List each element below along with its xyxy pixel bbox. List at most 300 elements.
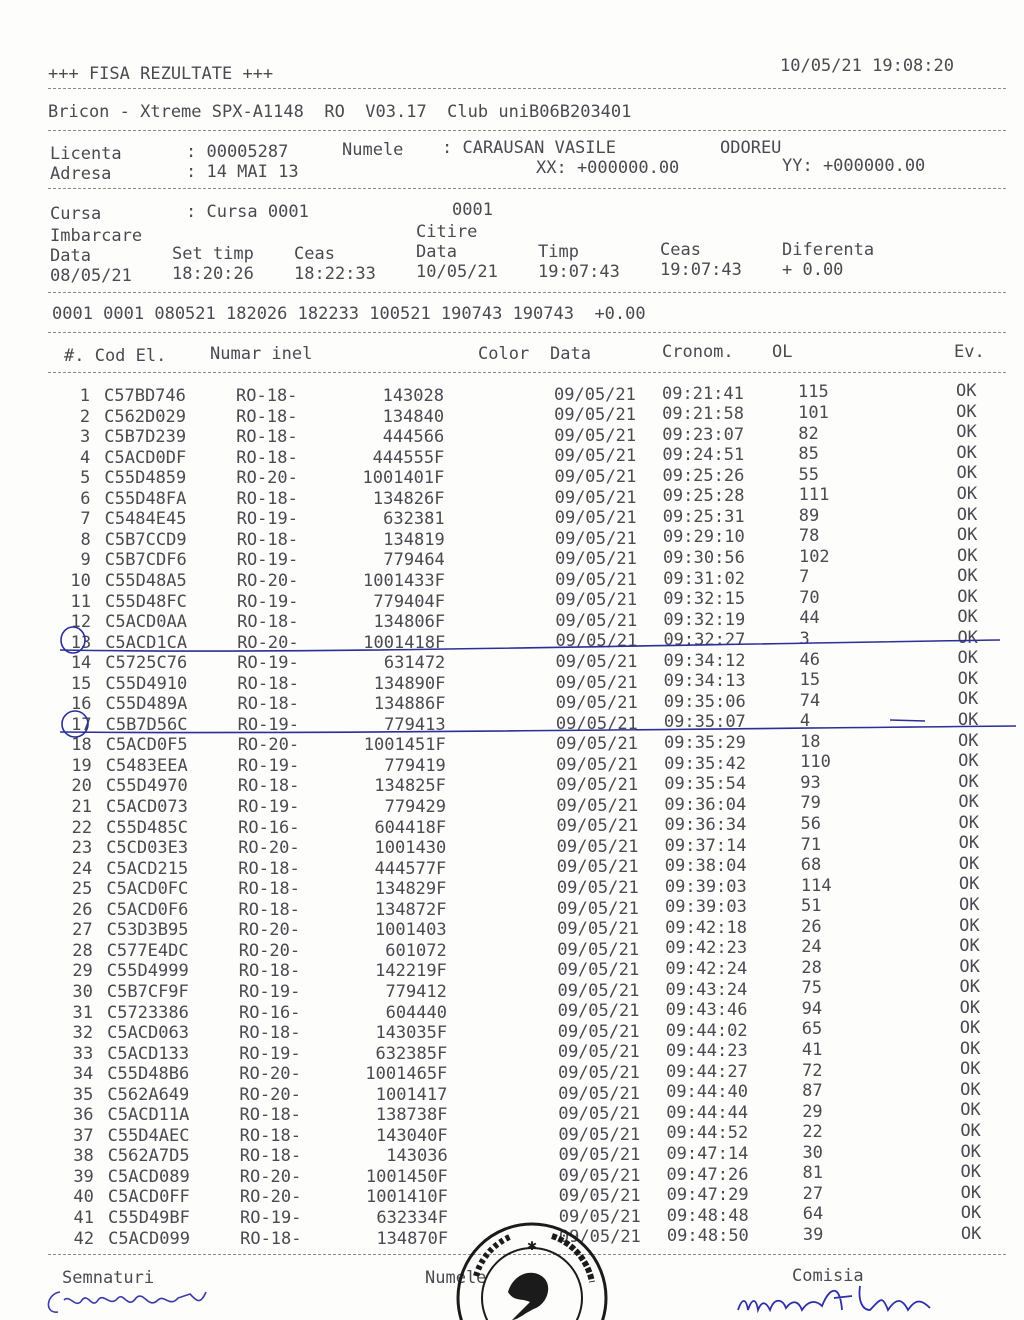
ring-number: 1001417 — [375, 1084, 448, 1105]
row-index: 15 — [70, 673, 92, 694]
ring-number: 134829F — [374, 879, 447, 900]
ring-prefix: RO-19- — [238, 797, 300, 817]
eval-status: OK — [960, 1182, 982, 1203]
ring-number: 134825F — [374, 776, 446, 797]
eval-status: OK — [956, 442, 977, 463]
ol-value: 56 — [800, 813, 821, 834]
electronic-code: C5ACD063 — [107, 1023, 189, 1044]
arrival-time: 09:39:03 — [664, 876, 747, 897]
arrival-date: 09/05/21 — [554, 487, 637, 508]
row-index: 9 — [80, 550, 91, 571]
ring-prefix: RO-18- — [240, 1228, 302, 1249]
col-diferenta: Diferenta — [782, 240, 875, 260]
eval-status: OK — [956, 525, 978, 546]
ol-value: 111 — [798, 485, 830, 506]
eval-status: OK — [960, 1162, 982, 1183]
eval-status: OK — [958, 730, 979, 751]
eval-status: OK — [959, 894, 980, 915]
eval-status: OK — [958, 812, 979, 833]
ring-number: 444577F — [374, 858, 447, 879]
ring-prefix: RO-19- — [237, 653, 299, 674]
electronic-code: C57BD746 — [104, 386, 186, 406]
pen-circle-row-17 — [62, 711, 88, 737]
eval-status: OK — [958, 833, 980, 854]
ol-value: 81 — [802, 1163, 824, 1184]
ring-number: 134872F — [374, 899, 447, 920]
ol-value: 4 — [799, 711, 811, 732]
arrival-date: 09/05/21 — [556, 754, 639, 775]
ring-number: 779413 — [384, 714, 446, 735]
th-color: Color — [478, 344, 530, 364]
row-index: 18 — [71, 735, 92, 756]
ol-value: 22 — [802, 1122, 823, 1143]
ol-value: 68 — [800, 855, 822, 876]
arrival-date: 09/05/21 — [558, 1165, 641, 1186]
ring-prefix: RO-18- — [239, 1105, 301, 1126]
eval-status: OK — [958, 853, 980, 874]
electronic-code: C5725C76 — [105, 653, 188, 674]
ring-prefix: RO-20- — [238, 940, 301, 961]
arrival-date: 09/05/21 — [557, 939, 640, 960]
ol-value: 70 — [799, 587, 820, 608]
ring-number: 1001403 — [374, 920, 447, 941]
row-index: 39 — [73, 1166, 94, 1187]
ring-number: 1001401F — [362, 468, 445, 489]
ring-number: 1001430 — [374, 838, 447, 859]
ol-value: 79 — [800, 793, 821, 814]
th-ring: Numar inel — [210, 344, 313, 364]
cursa-code: 0001 — [452, 200, 493, 220]
arrival-date: 09/05/21 — [555, 610, 638, 631]
electronic-code: C5ACD0AA — [105, 612, 187, 633]
arrival-date: 09/05/21 — [554, 425, 637, 446]
ring-number: 444555F — [372, 447, 445, 468]
arrival-date: 09/05/21 — [557, 1001, 640, 1022]
row-index: 40 — [73, 1187, 94, 1208]
ring-prefix: RO-19- — [237, 714, 300, 735]
arrival-time: 09:43:24 — [665, 979, 748, 1000]
row-index: 13 — [70, 632, 92, 653]
imbarcare-label: Imbarcare — [50, 226, 143, 246]
arrival-date: 09/05/21 — [555, 651, 638, 672]
ring-prefix: RO-18- — [236, 447, 298, 468]
eval-status: OK — [958, 771, 979, 792]
eval-status: OK — [958, 751, 979, 772]
electronic-code: C55D4859 — [104, 468, 187, 489]
electronic-code: C562D029 — [104, 406, 186, 427]
device-line: Bricon - Xtreme SPX-A1148 RO V03.17 Club uniB06B203401 — [48, 102, 632, 122]
arrival-date: 09/05/21 — [554, 467, 637, 487]
ring-number: 138738F — [375, 1105, 448, 1126]
ol-value: 29 — [802, 1101, 823, 1122]
ring-number: 779464 — [383, 550, 445, 571]
ol-value: 41 — [801, 1040, 823, 1060]
eval-status: OK — [959, 1038, 981, 1059]
col-timp: Timp — [538, 242, 579, 262]
arrival-date: 09/05/21 — [554, 549, 637, 570]
owner-locality: ODOREU — [720, 138, 782, 158]
arrival-time: 09:30:56 — [662, 548, 745, 568]
ring-prefix: RO-18- — [237, 612, 299, 633]
arrival-date: 09/05/21 — [558, 1145, 641, 1166]
ring-number: 601072 — [385, 940, 447, 961]
arrival-time: 09:23:07 — [662, 424, 745, 445]
ring-prefix: RO-18- — [236, 427, 298, 448]
ring-prefix: RO-20- — [237, 735, 300, 756]
ring-number: 134840 — [382, 406, 445, 427]
arrival-time: 09:21:41 — [662, 383, 744, 404]
row-index: 8 — [80, 529, 91, 550]
arrival-date: 09/05/21 — [558, 1227, 641, 1248]
eval-status: OK — [957, 648, 979, 669]
electronic-code: C5723386 — [107, 1002, 189, 1023]
electronic-code: C562A649 — [107, 1084, 190, 1105]
coord-yy: YY: +000000.00 — [782, 156, 926, 176]
ring-number: 134806F — [373, 612, 446, 633]
ring-prefix: RO-20- — [239, 1084, 301, 1105]
electronic-code: C55D48FC — [105, 591, 187, 612]
th-cronom: Cronom. — [662, 342, 734, 362]
ol-value: 115 — [798, 382, 829, 403]
row-index: 22 — [71, 817, 93, 838]
ring-prefix: RO-18- — [237, 694, 299, 715]
ring-number: 1001450F — [365, 1166, 448, 1187]
val-ceas2: 19:07:43 — [660, 260, 742, 280]
electronic-code: C5ACD1CA — [105, 632, 188, 653]
row-index: 37 — [73, 1125, 94, 1146]
eval-status: OK — [956, 381, 977, 402]
row-index: 20 — [71, 776, 92, 797]
eval-status: OK — [959, 915, 980, 936]
ring-number: 134890F — [373, 673, 446, 694]
ol-value: 94 — [801, 998, 823, 1019]
eval-status: OK — [957, 689, 979, 710]
arrival-time: 09:48:50 — [666, 1226, 749, 1247]
ring-number: 604440 — [385, 1002, 447, 1023]
arrival-date: 09/05/21 — [557, 1062, 640, 1083]
electronic-code: C5ACD11A — [107, 1105, 190, 1126]
ol-value: 18 — [800, 731, 821, 752]
val-settimp: 18:20:26 — [172, 264, 254, 284]
ring-prefix: RO-20- — [238, 920, 301, 941]
arrival-date: 09/05/21 — [557, 960, 640, 981]
arrival-date: 09/05/21 — [557, 1021, 640, 1042]
ol-value: 85 — [798, 444, 819, 465]
ring-prefix: RO-16- — [238, 817, 300, 838]
ring-prefix: RO-18- — [238, 879, 300, 900]
ring-prefix: RO-20- — [237, 632, 299, 653]
ring-number: 779404F — [373, 591, 445, 612]
row-index: 33 — [72, 1043, 94, 1064]
arrival-time: 09:21:58 — [662, 404, 744, 425]
arrival-time: 09:48:48 — [666, 1205, 749, 1226]
numele-label: Numele — [342, 140, 404, 160]
ring-prefix: RO-19- — [236, 509, 299, 530]
ring-prefix: RO-16- — [239, 1002, 301, 1023]
val-timp: 19:07:43 — [538, 262, 620, 282]
ring-prefix: RO-18- — [239, 1125, 302, 1146]
ring-prefix: RO-19- — [240, 1208, 302, 1228]
arrival-time: 09:44:02 — [665, 1020, 748, 1041]
arrival-time: 09:35:29 — [664, 732, 746, 753]
electronic-code: C562A7D5 — [107, 1146, 190, 1167]
ring-number: 604418F — [374, 817, 447, 838]
row-index: 41 — [73, 1208, 94, 1228]
eval-status: OK — [956, 463, 977, 484]
ring-number: 1001465F — [365, 1064, 448, 1085]
electronic-code: C5ACD073 — [106, 797, 188, 817]
arrival-time: 09:39:03 — [665, 897, 747, 918]
arrival-date: 09/05/21 — [556, 816, 639, 837]
arrival-time: 09:42:24 — [665, 959, 748, 979]
electronic-code: C53D3B95 — [106, 920, 189, 941]
ol-value: 74 — [799, 690, 821, 711]
arrival-date: 09/05/21 — [554, 384, 636, 405]
row-index: 17 — [71, 714, 92, 735]
val-ceas1: 18:22:33 — [294, 264, 376, 284]
ring-number: 134819 — [383, 529, 445, 550]
arrival-time: 09:37:14 — [664, 835, 747, 856]
arrival-time: 09:44:44 — [666, 1102, 749, 1123]
ring-number: 779412 — [385, 981, 447, 1002]
ring-prefix: RO-18- — [237, 673, 299, 694]
th-data: Data — [550, 344, 591, 364]
electronic-code: C55D485C — [106, 817, 188, 838]
eval-status: OK — [959, 1018, 981, 1039]
ol-value: 15 — [799, 670, 821, 691]
th-index-code: #. Cod El. — [64, 346, 167, 366]
electronic-code: C5ACD0F5 — [105, 735, 188, 756]
eval-status: OK — [960, 1203, 982, 1224]
pen-strike-row-13 — [60, 640, 1000, 651]
svg-text:✱: ✱ — [526, 1239, 538, 1253]
ol-value: 93 — [800, 772, 821, 793]
ol-value: 75 — [801, 978, 822, 999]
arrival-time: 09:47:26 — [666, 1164, 749, 1185]
ring-number: 444566 — [382, 427, 445, 448]
ol-value: 55 — [798, 464, 819, 485]
ring-number: 134826F — [372, 488, 445, 509]
electronic-code: C55D4AEC — [107, 1125, 190, 1146]
row-index: 26 — [72, 899, 93, 920]
ol-value: 65 — [801, 1019, 823, 1040]
row-index: 28 — [72, 940, 93, 961]
arrival-time: 09:35:54 — [664, 774, 747, 795]
eval-status: OK — [959, 956, 980, 977]
ol-value: 102 — [798, 546, 830, 567]
ring-number: 143028 — [382, 386, 444, 406]
ol-value: 78 — [798, 526, 820, 547]
row-index: 12 — [70, 612, 92, 633]
ring-number: 632334F — [376, 1208, 448, 1228]
arrival-time: 09:32:19 — [663, 609, 746, 630]
row-index: 11 — [70, 591, 91, 612]
electronic-code: C5CD03E3 — [106, 838, 189, 859]
licenta-value: : 00005287 — [186, 142, 289, 162]
ring-prefix: RO-19- — [239, 1043, 301, 1064]
eval-status: OK — [957, 668, 979, 689]
row-index: 25 — [71, 879, 93, 900]
ring-prefix: RO-19- — [236, 550, 299, 571]
ring-number: 143040F — [375, 1125, 448, 1146]
arrival-date: 09/05/21 — [558, 1186, 641, 1207]
race-summary: 0001 0001 080521 182026 182233 100521 190743 190743 +0.00 — [52, 304, 646, 324]
arrival-time: 09:44:40 — [666, 1082, 748, 1103]
eval-status: OK — [956, 422, 977, 443]
row-index: 24 — [71, 858, 93, 879]
ring-prefix: RO-18- — [236, 529, 299, 550]
electronic-code: C55D48B6 — [107, 1064, 190, 1085]
arrival-time: 09:35:42 — [664, 753, 747, 774]
electronic-code: C5B7D56C — [105, 714, 188, 735]
arrival-date: 09/05/21 — [556, 878, 639, 898]
footer-comisia: Comisia — [792, 1266, 864, 1286]
ring-number: 1001410F — [366, 1187, 448, 1208]
electronic-code: C5484E45 — [104, 509, 187, 530]
ol-value: 72 — [801, 1060, 823, 1081]
arrival-date: 09/05/21 — [558, 1124, 641, 1145]
row-index: 27 — [72, 920, 93, 941]
arrival-time: 09:32:27 — [663, 630, 746, 651]
ring-prefix: RO-18- — [236, 406, 298, 427]
ring-prefix: RO-20- — [239, 1187, 302, 1208]
electronic-code: C55D4999 — [106, 961, 189, 982]
row-index: 2 — [79, 406, 91, 427]
arrival-date: 09/05/21 — [554, 405, 636, 426]
arrival-time: 09:47:14 — [666, 1143, 749, 1164]
ring-number: 1001451F — [363, 735, 446, 756]
club-seal-stamp — [452, 1212, 612, 1320]
col-ceas1: Ceas — [294, 244, 335, 264]
arrival-time: 09:42:18 — [665, 917, 747, 938]
row-index: 31 — [72, 1002, 93, 1023]
row-index: 29 — [72, 961, 93, 982]
electronic-code: C55D489A — [105, 694, 188, 715]
arrival-date: 09/05/21 — [557, 980, 640, 1001]
arrival-date: 09/05/21 — [555, 631, 638, 652]
pen-strike-row-17 — [60, 726, 1016, 733]
ol-value: 89 — [798, 505, 820, 526]
ol-value: 27 — [802, 1183, 824, 1204]
printed-timestamp: 10/05/21 19:08:20 — [780, 56, 954, 76]
pen-dash-near-ok — [890, 720, 925, 721]
ol-value: 101 — [798, 402, 829, 423]
ring-prefix: RO-20- — [236, 570, 299, 591]
arrival-time: 09:25:26 — [662, 465, 745, 486]
ring-number: 143036 — [386, 1146, 448, 1167]
eval-status: OK — [959, 1059, 981, 1080]
electronic-code: C55D48FA — [104, 488, 187, 509]
electronic-code: C5ACD0FF — [107, 1187, 190, 1208]
row-index: 16 — [71, 694, 92, 715]
ol-value: 64 — [802, 1204, 824, 1225]
footer-semnaturi: Semnaturi — [62, 1268, 155, 1288]
arrival-date: 09/05/21 — [556, 734, 638, 755]
electronic-code: C55D49BF — [108, 1208, 190, 1228]
electronic-code: C55D4910 — [105, 673, 188, 694]
ring-number: 631472 — [383, 653, 446, 674]
eval-status: OK — [960, 1121, 981, 1141]
ol-value: 26 — [801, 916, 822, 937]
numele-value: : CARAUSAN VASILE — [442, 138, 616, 158]
arrival-date: 09/05/21 — [555, 713, 638, 734]
ol-value: 7 — [799, 567, 810, 588]
cursa-label: Cursa — [50, 204, 102, 224]
eval-status: OK — [957, 607, 978, 628]
row-index: 6 — [80, 488, 91, 509]
electronic-code: C5ACD089 — [107, 1166, 190, 1187]
arrival-date: 09/05/21 — [556, 795, 639, 816]
signature-right — [730, 1280, 950, 1320]
col-ceas2: Ceas — [660, 240, 701, 260]
arrival-date: 09/05/21 — [555, 672, 638, 693]
adresa-value: : 14 MAI 13 — [186, 162, 299, 182]
row-index: 19 — [71, 755, 92, 776]
row-index: 38 — [73, 1146, 94, 1167]
electronic-code: C5ACD0F6 — [106, 899, 189, 920]
arrival-time: 09:35:07 — [663, 712, 746, 733]
row-index: 42 — [73, 1228, 95, 1249]
row-index: 23 — [71, 838, 93, 859]
col-settimp: Set timp — [172, 244, 254, 264]
arrival-date: 09/05/21 — [558, 1206, 641, 1227]
row-index: 14 — [70, 653, 92, 674]
ol-value: 114 — [800, 875, 832, 896]
arrival-date: 09/05/21 — [557, 898, 639, 919]
eval-status: OK — [956, 401, 977, 422]
arrival-time: 09:43:46 — [665, 1000, 748, 1021]
eval-status: OK — [960, 1079, 981, 1100]
arrival-date: 09/05/21 — [555, 590, 638, 611]
electronic-code: C5ACD0FC — [106, 879, 189, 900]
ring-number: 779429 — [384, 797, 446, 817]
ring-prefix: RO-18- — [238, 961, 301, 982]
ring-number: 142219F — [375, 961, 447, 982]
eval-status: OK — [959, 977, 980, 998]
ol-value: 51 — [801, 896, 822, 917]
arrival-date: 09/05/21 — [556, 775, 639, 796]
ol-value: 24 — [801, 937, 822, 958]
arrival-time: 09:24:51 — [662, 445, 745, 466]
electronic-code: C55D4970 — [105, 776, 188, 797]
eval-status: OK — [958, 874, 980, 895]
ring-prefix: RO-18- — [238, 899, 300, 920]
arrival-date: 09/05/21 — [558, 1104, 641, 1125]
electronic-code: C5B7CDF6 — [104, 550, 187, 571]
ring-prefix: RO-18- — [239, 1146, 302, 1167]
arrival-date: 09/05/21 — [555, 569, 637, 590]
arrival-date: 09/05/21 — [554, 446, 637, 467]
ol-value: 46 — [799, 649, 821, 670]
adresa-label: Adresa — [50, 164, 112, 184]
arrival-time: 09:32:15 — [663, 589, 746, 610]
ring-prefix: RO-18- — [238, 858, 300, 879]
electronic-code: C5ACD099 — [108, 1228, 190, 1249]
row-index: 30 — [72, 981, 93, 1002]
ring-prefix: RO-18- — [236, 386, 298, 406]
eval-status: OK — [956, 504, 978, 525]
ring-number: 134870F — [376, 1228, 449, 1249]
citire-label: Citire — [416, 222, 478, 242]
electronic-code: C5ACD133 — [107, 1043, 190, 1064]
val-data2: 10/05/21 — [416, 262, 498, 282]
ring-number: 779419 — [384, 755, 446, 776]
eval-status: OK — [959, 997, 981, 1018]
arrival-time: 09:29:10 — [662, 527, 745, 548]
electronic-code: C5B7D239 — [104, 427, 187, 448]
arrival-time: 09:47:29 — [666, 1185, 749, 1206]
ring-prefix: RO-19- — [237, 755, 300, 776]
